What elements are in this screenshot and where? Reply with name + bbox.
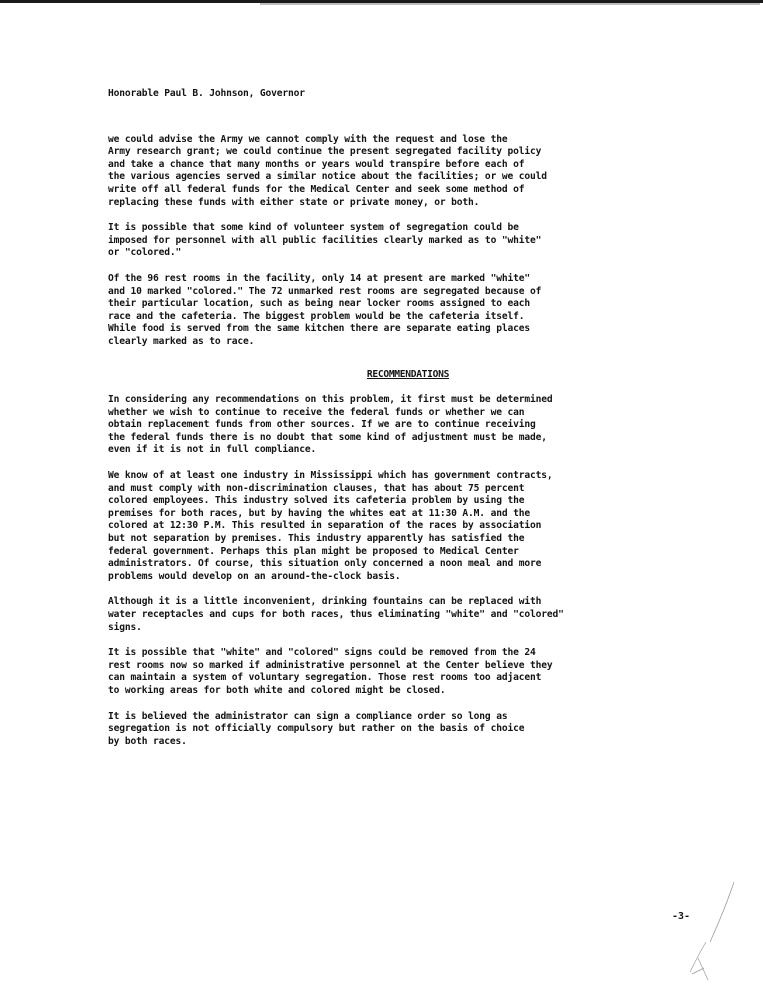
text-line: and must comply with non-discrimination clauses, that has about 75 percent xyxy=(108,482,525,494)
text-line: problems would develop on an around-the-clock basis. xyxy=(108,570,401,582)
text-line: colored employees. This industry solved its cafeteria problem by using the xyxy=(108,495,525,507)
addressee-line: Honorable Paul B. Johnson, Governor xyxy=(108,88,305,99)
text-line: replacing these funds with either state or private money, or both. xyxy=(108,196,480,208)
text-line: premises for both races, but by having the whites eat at 11:30 A.M. and the xyxy=(108,507,530,519)
text-line: write off all federal funds for the Medical Center and seek some method of xyxy=(108,183,525,195)
paragraph xyxy=(108,596,708,634)
top-border-shadow xyxy=(260,3,760,5)
paragraph xyxy=(108,222,708,260)
text-line: In considering any recommendations on this problem, it first must be determined xyxy=(108,394,553,406)
text-line: Although it is a little inconvenient, drinking fountains can be replaced with xyxy=(108,596,542,608)
text-line: rest rooms now so marked if administrative personnel at the Center believe they xyxy=(108,659,553,671)
recommendation-paragraphs xyxy=(108,394,708,748)
text-line: the various agencies served a similar notice about the facilities; or we could xyxy=(108,171,547,183)
text-line: water receptacles and cups for both races, thus eliminating "white" and "colored" xyxy=(108,609,564,620)
text-line: we could advise the Army we cannot comply with the request and lose the xyxy=(108,133,508,145)
text-line: and 10 marked "colored." The 72 unmarked rest rooms are segregated because of xyxy=(108,285,542,297)
paragraph xyxy=(108,647,708,697)
text-line: Of the 96 rest rooms in the facility, only 14 at present are marked "white" xyxy=(108,272,530,284)
text-line: whether we wish to continue to receive the federal funds or whether we can xyxy=(108,406,525,418)
body-paragraphs xyxy=(108,134,708,349)
text-line: It is believed the administrator can sign a compliance order so long as xyxy=(108,710,508,722)
text-line: by both races. xyxy=(108,735,187,747)
recommendations-heading-wrap xyxy=(108,362,708,382)
paragraph xyxy=(108,394,708,457)
text-line: their particular location, such as being near locker rooms assigned to each xyxy=(108,298,530,310)
letter-body xyxy=(108,88,708,761)
text-line: It is possible that "white" and "colored" signs could be removed from the 24 xyxy=(108,647,536,659)
text-line: segregation is not officially compulsory but rather on the basis of choice xyxy=(108,723,525,735)
paragraph xyxy=(108,134,708,210)
text-line: We know of at least one industry in Mississippi which has government contracts, xyxy=(108,470,553,482)
text-line: even if it is not in full compliance. xyxy=(108,444,317,456)
text-line: race and the cafeteria. The biggest problem would be the cafeteria itself. xyxy=(108,310,525,322)
text-line: signs. xyxy=(108,621,142,633)
text-line: or "colored." xyxy=(108,247,182,259)
text-line: and take a chance that many months or years would transpire before each of xyxy=(108,158,525,170)
text-line: to working areas for both white and colored might be closed. xyxy=(108,684,446,696)
text-line: the federal funds there is no doubt that some kind of adjustment must be made, xyxy=(108,431,547,443)
text-line: but not separation by premises. This industry apparently has satisfied the xyxy=(108,533,525,545)
text-line: colored at 12:30 P.M. This resulted in separation of the races by association xyxy=(108,520,542,532)
text-line: While food is served from the same kitchen there are separate eating places xyxy=(108,323,530,335)
paragraph xyxy=(108,470,708,583)
text-line: administrators. Of course, this situation only concerned a noon meal and more xyxy=(108,558,542,570)
text-line: can maintain a system of voluntary segregation. Those rest rooms too adjacent xyxy=(108,672,542,684)
text-line: clearly marked as to race. xyxy=(108,335,255,347)
text-line: federal government. Perhaps this plan might be proposed to Medical Center xyxy=(108,545,519,557)
pencil-margin-mark-icon xyxy=(676,880,736,990)
recommendations-heading: RECOMMENDATIONS xyxy=(366,368,450,380)
paragraph xyxy=(108,711,708,749)
text-line: obtain replacement funds from other sources. If we are to continue receiving xyxy=(108,419,536,431)
paragraph xyxy=(108,273,708,349)
text-line: It is possible that some kind of volunteer system of segregation could be xyxy=(108,222,519,234)
page-number: -3- xyxy=(672,911,691,922)
text-line: imposed for personnel with all public facilities clearly marked as to "white" xyxy=(108,234,542,246)
text-line: Army research grant; we could continue the present segregated facility policy xyxy=(108,146,542,158)
